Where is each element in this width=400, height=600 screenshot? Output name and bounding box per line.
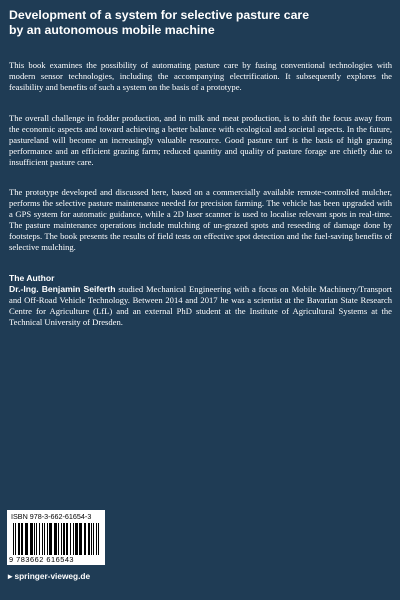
barcode-bar <box>13 523 14 555</box>
barcode-graphic <box>12 523 100 555</box>
barcode-bar <box>42 523 43 555</box>
barcode-bar <box>98 523 99 555</box>
author-heading: The Author <box>9 273 55 283</box>
barcode-bar <box>49 523 52 555</box>
barcode-bar <box>75 523 78 555</box>
barcode-bar <box>25 523 28 555</box>
barcode-bar <box>79 523 82 555</box>
barcode-bar <box>96 523 97 555</box>
barcode-bar <box>93 523 94 555</box>
barcode-bar <box>73 523 74 555</box>
barcode-bar <box>36 523 37 555</box>
book-title <box>9 8 389 38</box>
isbn-label: ISBN 978-3-662-61654-3 <box>11 512 92 521</box>
barcode-bar <box>63 523 65 555</box>
barcode-bar <box>39 523 40 555</box>
barcode-bar <box>30 523 33 555</box>
barcode-bar <box>70 523 71 555</box>
title-line-1: Development of a system for selective pasture care <box>9 8 310 22</box>
summary-paragraph-1: This book examines the possibility of automating pasture care by fusing conventional technologies with modern sensor technologies, including the accompanying electrification. It subsequently explores the feasibility and benefits of such a system on the basis of a prototype. <box>9 60 392 92</box>
barcode-bar <box>58 523 59 555</box>
barcode-bar <box>18 523 20 555</box>
barcode-bar <box>54 523 57 555</box>
summary-paragraph-2: The overall challenge in fodder production, and in milk and meat production, is to shift the focus away from the economic aspects and toward achieving a better balance with ecological and societal aspects. In the future, pastureland will become an increasingly valuable resource. Good pasture turf is the basis of high grazing performance and an efficient grazing farm; reduced quantity and quality of pasture forage are chiefly due to insufficient pasture care. <box>9 113 392 167</box>
summary-paragraph-3: The prototype developed and discussed here, based on a commercially available remote-controlled mulcher, performs the selective pasture maintenance needed for precision farming. The vehicle has been upgraded with a GPS system for automatic guidance, while a 2D laser scanner is used to localise relevant spots in real-time. The pasture maintenance operations include mulching of un-grazed spots and reseeding of damage done by footsteps. The book presents the results of field tests on effective spot detection and the fuel-saving benefits of selective mulching. <box>9 187 392 252</box>
barcode-bar <box>34 523 35 555</box>
barcode-bar <box>15 523 16 555</box>
title-line-2: by an autonomous mobile machine <box>9 23 215 37</box>
barcode-bar <box>91 523 92 555</box>
barcode-bar <box>88 523 90 555</box>
author-bio-text: studied Mechanical Engineering with a focus on Mobile Machinery/Transport and Off-Road Vehicle Technology. Between 2014 and 2017 he was a scientist at the Bavarian State Research Centre for Agriculture (LfL) and an external PhD student at the Institute of Agricultural Systems at the Technical University of Dresden. <box>9 284 392 327</box>
author-name: Dr.-Ing. Benjamin Seiferth <box>9 284 116 294</box>
barcode-bar <box>61 523 62 555</box>
barcode-bar <box>21 523 23 555</box>
isbn-barcode-box <box>7 510 105 565</box>
publisher-url-text: springer-vieweg.de <box>14 571 91 581</box>
barcode-bar <box>47 523 48 555</box>
barcode-bar <box>84 523 86 555</box>
publisher-url: ▸ springer-vieweg.de <box>8 571 91 581</box>
barcode-bar <box>66 523 68 555</box>
author-bio <box>9 284 392 328</box>
barcode-digits: 9 783662 616543 <box>9 555 75 564</box>
barcode-bar <box>44 523 45 555</box>
